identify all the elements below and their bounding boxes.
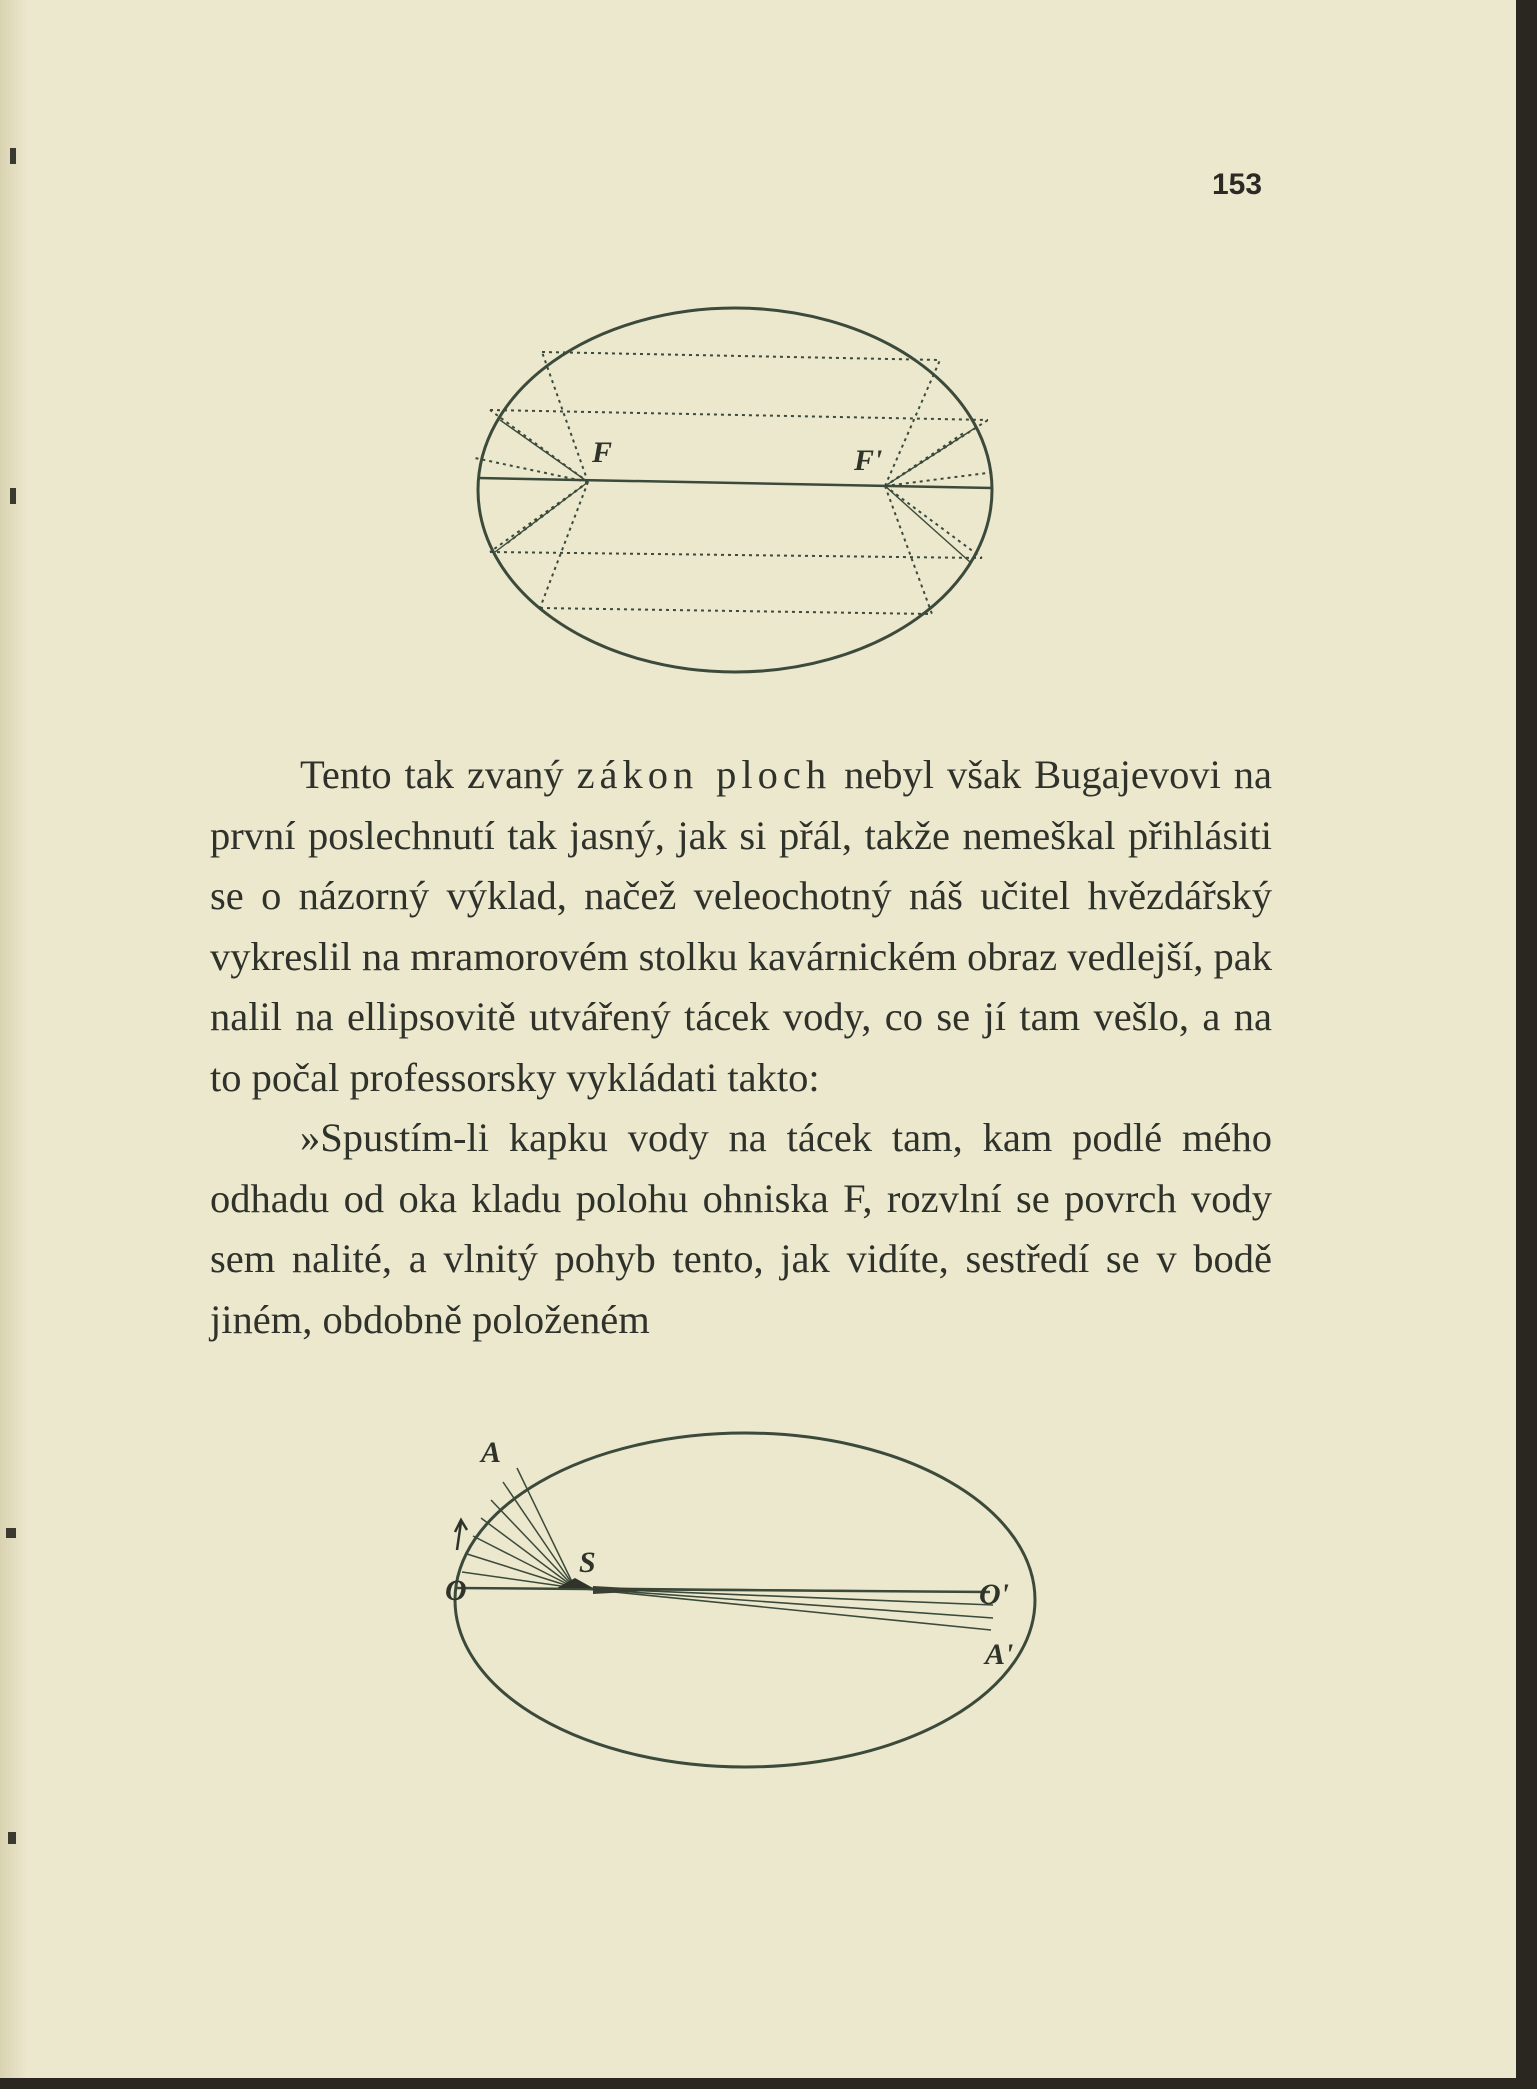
paragraph-law-of-areas: Tento tak zvaný zákon ploch nebyl však Bugajevovi na první poslechnutí tak jasný, jak si přál, takže nemeškal přihlásiti se o názorný výklad, načež veleochotný náš učitel hvězdářský vykreslil na mramorovém stolku kavárnickém obraz vedlejší, pak nalil na ellipsovitě utvářený tácek vody, co se jí tam vešlo, a na to počal professorsky vykládati takto: — [210, 752, 1272, 1100]
point-label-o-prime: O' — [979, 1578, 1009, 1611]
body-text — [210, 745, 1272, 1350]
law-of-areas-diagram — [445, 1410, 1045, 1830]
edge-mark — [8, 1832, 16, 1844]
page-gutter — [0, 0, 28, 2078]
point-label-a: A — [481, 1436, 502, 1469]
law-of-areas-figure — [445, 1410, 1045, 1830]
ellipse-foci-figure — [470, 290, 1000, 690]
edge-mark — [6, 1528, 16, 1538]
outer-ellipse — [478, 308, 992, 672]
page-number: 153 — [1212, 168, 1263, 201]
focus-label-f: F — [592, 436, 613, 469]
paragraph-water-drop: »Spustím-li kapku vody na tácek tam, kam podlé mého odhadu od oka kladu polohu ohniska F, rozvlní se povrch vody sem nalité, a vlnitý pohyb tento, jak vidíte, sestředí se v bodě jiném, obdobně položeném — [210, 1115, 1272, 1342]
point-label-o: O — [445, 1574, 467, 1607]
emphasized-term: zákon ploch — [576, 752, 832, 797]
edge-mark — [10, 488, 16, 504]
point-label-a-prime: A' — [985, 1638, 1014, 1671]
motion-arrow-icon — [455, 1520, 467, 1550]
focus-label-f-prime: F' — [854, 444, 883, 477]
ellipse-foci-diagram — [470, 290, 1000, 690]
point-label-s: S — [579, 1546, 596, 1579]
edge-mark — [10, 148, 16, 164]
